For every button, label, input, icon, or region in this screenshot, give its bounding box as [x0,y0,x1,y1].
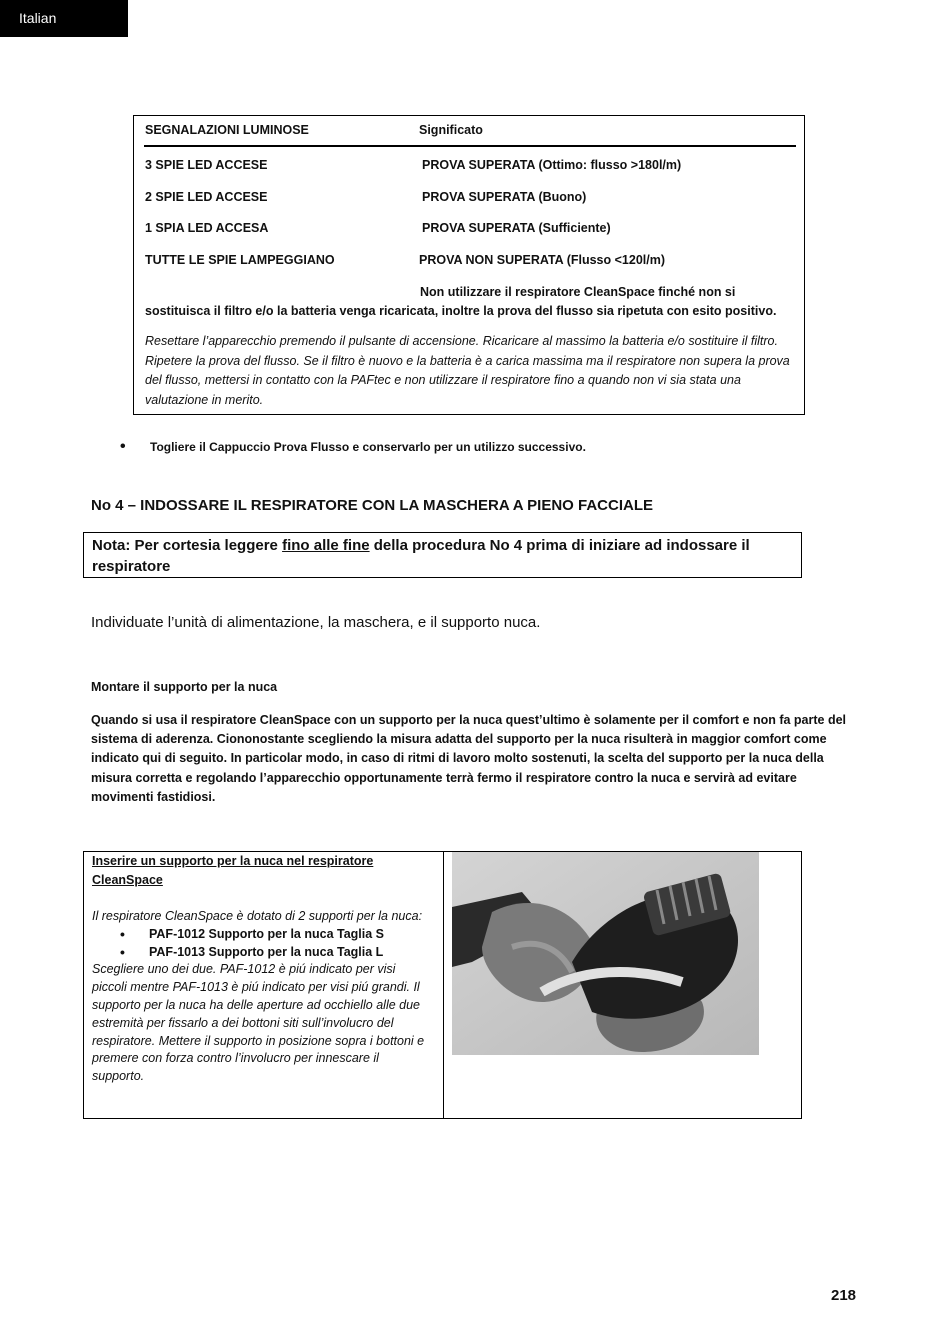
meaning-cell: PROVA NON SUPERATA (Flusso <120l/m) [419,253,665,267]
meaning-cell: PROVA SUPERATA (Ottimo: flusso >180l/m) [422,158,682,172]
note-text-underlined: fino alle fine [282,537,370,554]
page-number: 218 [831,1287,857,1304]
locate-text: Individuate l’unità di alimentazione, la maschera, e il supporto nuca. [91,614,541,631]
mount-title: Montare il supporto per la nuca [91,680,278,694]
meaning-cell: PROVA SUPERATA (Sufficiente) [422,221,611,235]
insert-intro: Il respiratore CleanSpace è dotato di 2 supporti per la nuca: [92,909,423,923]
mount-paragraph: Quando si usa il respiratore CleanSpace con un supporto per la nuca quest’ultimo è solamente per il comfort e non fa parte del sistema di aderenza. Ciononostante scegliendo la misura adatta del supporto per la nuca risulterà in maggior comfort come indicato qui di seguito. In particolar modo, in caso di ritmi di lavoro molto sostenuti, la scelta del supporto per la nuca della misura corretta e regolando l’apparecchio opportunamente terrà fermo il respiratore contro la nuca e servirà ad evitare movimenti fastidiosi. [91,713,847,804]
warning-line-1: Non utilizzare il respiratore CleanSpace finché non si [420,285,736,299]
led-signal-table [133,115,805,415]
note-text-after: della procedura No 4 prima di iniziare ad indossare il respiratore [92,537,750,575]
bullet-icon: • [120,438,126,455]
insert-support-table [83,851,802,1119]
note-box [83,532,802,578]
signal-cell: 3 SPIE LED ACCESE [145,158,268,172]
column-divider [443,852,444,1118]
note-text-before: Nota: Per cortesia leggere [92,537,283,554]
warning-line-2: sostituisca il filtro e/o la batteria venga ricaricata, inoltre la prova del flusso sia ripetuta con esito positivo. [145,304,777,318]
bullet-text: Togliere il Cappuccio Prova Flusso e conservarlo per un utilizzo successivo. [150,440,586,454]
insert-body: Scegliere uno dei due. PAF-1012 è piú indicato per visi piccoli mentre PAF-1013 è piú indicato per visi piú grandi. Il supporto per la nuca ha delle aperture ad occhiello alle due estremità per fissarlo a dei bottoni siti sull’involucro del respiratore. Mettere il supporto in posizione sopra i bottoni e premere con forza contro l’involucro per innescare il supporto. [92,962,425,1084]
section-heading: No 4 – INDOSSARE IL RESPIRATORE CON LA MASCHERA A PIENO FACCIALE [91,497,654,514]
insert-title: Inserire un supporto per la nuca nel respiratore CleanSpace [92,854,374,887]
support-list [92,926,432,962]
insert-instructions-cell [92,852,432,1086]
list-item: • PAF-1012 Supporto per la nuca Taglia S [149,926,432,944]
signal-cell: 2 SPIE LED ACCESE [145,190,268,204]
list-item: • PAF-1013 Supporto per la nuca Taglia L [149,944,432,962]
meaning-cell: PROVA SUPERATA (Buono) [422,190,587,204]
signal-cell: TUTTE LE SPIE LAMPEGGIANO [145,253,335,267]
header-signals: SEGNALAZIONI LUMINOSE [145,123,309,137]
language-tab: Italian [0,0,128,37]
respirator-photo [452,852,759,1055]
reset-instructions: Resettare l’apparecchio premendo il pulsante di accensione. Ricaricare al massimo la batteria e/o sostituire il filtro. Ripetere la prova del flusso. Se il filtro è nuovo e la batteria è a carica massima ma il respiratore non supera la prova del flusso, mettersi in contatto con la PAFtec e non utilizzare il respiratore fino a quando non vi sia stata una valutazione in merito. [145,334,790,407]
warning-text [145,283,797,321]
signal-cell: 1 SPIA LED ACCESA [145,221,269,235]
signal-table-header [144,123,796,147]
header-meaning: Significato [419,123,483,137]
